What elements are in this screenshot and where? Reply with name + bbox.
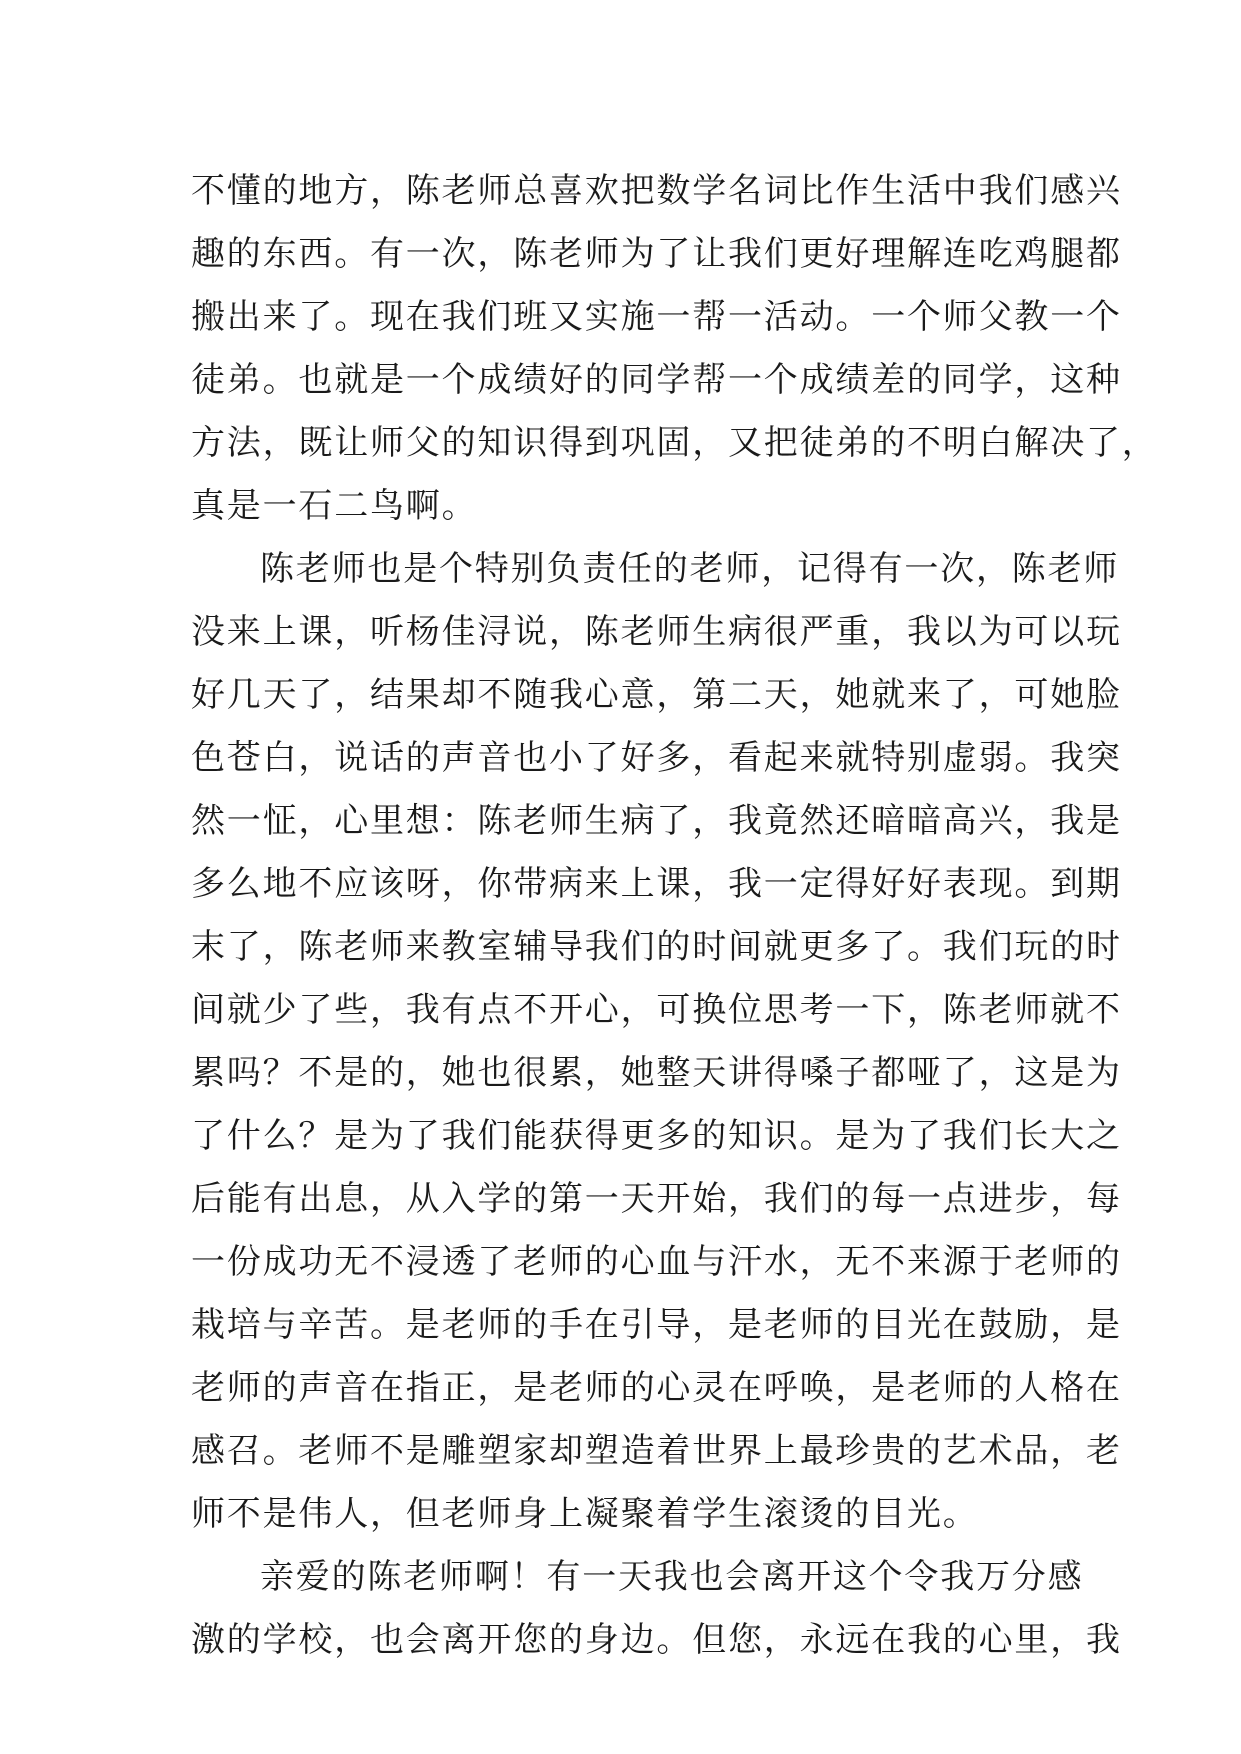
text-line: 方法，既让师父的知识得到巩固，又把徒弟的不明白解决了， [191, 423, 1158, 463]
text-line: 栽培与辛苦。是老师的手在引导，是老师的目光在鼓励，是 [191, 1305, 1122, 1345]
text-line: 然一怔，心里想：陈老师生病了，我竟然还暗暗高兴，我是 [191, 801, 1122, 841]
text-line: 了什么？是为了我们能获得更多的知识。是为了我们长大之 [191, 1116, 1122, 1156]
text-line: 亲爱的陈老师啊！有一天我也会离开这个令我万分感 [260, 1557, 1084, 1597]
text-line: 多么地不应该呀，你带病来上课，我一定得好好表现。到期 [191, 864, 1122, 904]
document-body [191, 160, 1158, 1672]
text-line: 老师的声音在指正，是老师的心灵在呼唤，是老师的人格在 [191, 1368, 1122, 1408]
paragraph-2 [191, 538, 1122, 1546]
text-line: 色苍白，说话的声音也小了好多，看起来就特别虚弱。我突 [191, 738, 1122, 778]
text-line: 激的学校，也会离开您的身边。但您，永远在我的心里，我 [191, 1620, 1122, 1660]
text-line: 后能有出息，从入学的第一天开始，我们的每一点进步，每 [191, 1179, 1122, 1219]
text-line: 师不是伟人，但老师身上凝聚着学生滚烫的目光。 [191, 1494, 979, 1534]
paragraph-1 [191, 160, 1158, 538]
text-line: 一份成功无不浸透了老师的心血与汗水，无不来源于老师的 [191, 1242, 1122, 1282]
text-line: 感召。老师不是雕塑家却塑造着世界上最珍贵的艺术品，老 [191, 1431, 1122, 1471]
paragraph-3 [191, 1546, 1122, 1672]
text-line: 好几天了，结果却不随我心意，第二天，她就来了，可她脸 [191, 675, 1122, 715]
text-line: 徒弟。也就是一个成绩好的同学帮一个成绩差的同学，这种 [191, 360, 1122, 400]
text-line: 真是一石二鸟啊。 [191, 486, 478, 526]
text-line: 间就少了些，我有点不开心，可换位思考一下，陈老师就不 [191, 990, 1122, 1030]
text-line: 搬出来了。现在我们班又实施一帮一活动。一个师父教一个 [191, 297, 1122, 337]
text-line: 不懂的地方，陈老师总喜欢把数学名词比作生活中我们感兴 [191, 171, 1122, 211]
text-line: 累吗？不是的，她也很累，她整天讲得嗓子都哑了，这是为 [191, 1053, 1122, 1093]
text-line: 没来上课，听杨佳浔说，陈老师生病很严重，我以为可以玩 [191, 612, 1122, 652]
text-line: 趣的东西。有一次，陈老师为了让我们更好理解连吃鸡腿都 [191, 234, 1122, 274]
text-line: 末了，陈老师来教室辅导我们的时间就更多了。我们玩的时 [191, 927, 1122, 967]
text-line: 陈老师也是个特别负责任的老师，记得有一次，陈老师 [260, 549, 1120, 589]
